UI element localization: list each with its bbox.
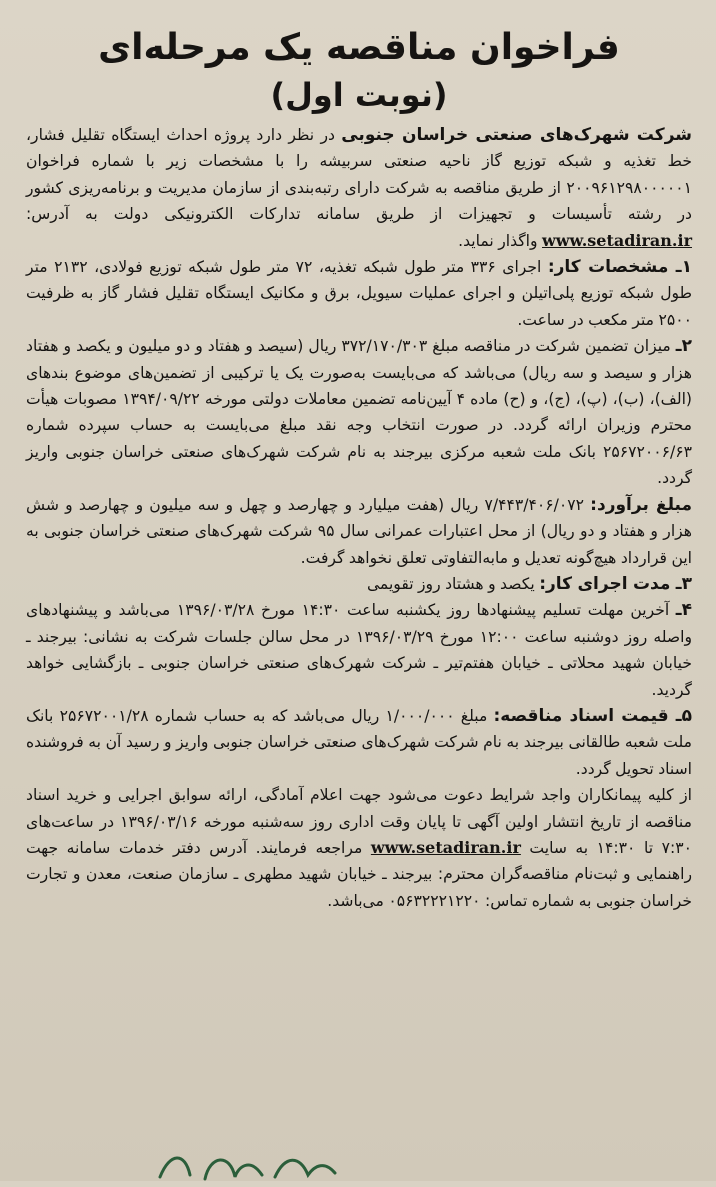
notice-title: فراخوان مناقصه یک مرحله‌ای [98,27,620,68]
item-3-text: یکصد و هشتاد روز تقویمی [366,574,540,593]
item-1-text: اجرای ۳۳۶ متر طول شبکه تغذیه، ۷۲ متر طول شبکه توزیع فولادی، ۲۱۳۲ متر طول شبکه توزیع پلی‌اتیلن و اجرای عملیات سیویل، برق و مکانیک ایستگاه تقلیل فشار گاز به ظرفیت ۲۵۰۰ متر مکعب در ساعت. [26,258,692,329]
item-4-label: ۴ـ [675,600,692,621]
setadiran-link-2[interactable]: www.setadiran.ir [370,837,521,857]
item-4-text: آخرین مهلت تسلیم پیشنهادها روز یکشنبه ساعت ۱۴:۳۰ مورخ ۱۳۹۶/۰۳/۲۸ می‌باشد و پیشنهادهای واصله روز دوشنبه ساعت ۱۲:۰۰ مورخ ۱۳۹۶/۰۳/۲۹ در محل سالن جلسات شرکت به نشانی: بیرجند ـ خیابان شهید محلاتی ـ خیابان هفتم‌تیر ـ شرکت شهرک‌های صنعتی خراسان جنوبی ـ بازگشایی خواهد گردید. [26,601,692,699]
closing-paragraph [26,782,692,914]
item-5-paragraph [26,703,692,782]
item-4-paragraph [26,597,692,703]
item-1-label: ۱ـ مشخصات کار: [547,257,692,278]
item-3-paragraph [26,571,692,597]
item-5-text: مبلغ ۱/۰۰۰/۰۰۰ ریال می‌باشد که به حساب شماره ۲۵۶۷۲۰۰۱/۲۸ بانک ملت شعبه طالقانی بیرجند به نام شرکت شهرک‌های صنعتی خراسان جنوبی واریز و رسید آن به فروشنده اسناد تحویل گردد. [26,706,692,778]
intro-text-1: در نظر دارد پروژه احداث ایستگاه تقلیل فشار، خط تغذیه و شبکه توزیع گاز ناحیه صنعتی سربیشه را با مشخصات زیر با شماره فراخوان ۲۰۰۹۶۱۲۹۸۰۰۰۰۰۱ از طریق مناقصه به شرکت دارای رتبه‌بندی از سازمان مدیریت و برنامه‌ریزی کشور در رشته تأسیسات و تجهیزات از طریق سامانه تدارکات الکترونیکی دولت به آدرس: [26,126,692,224]
intro-paragraph [26,122,692,254]
item-1-paragraph [26,254,692,333]
company-name: شرکت شهرک‌های صنعتی خراسان جنوبی [341,125,692,145]
item-2-label: ۲ـ [675,336,692,357]
notice-body [26,122,692,914]
intro-text-2: واگذار نماید. [458,231,542,250]
closing-text-1: از کلیه پیمانکاران واجد شرایط دعوت می‌شود جهت اعلام آمادگی، ارائه سوابق اجرایی و خرید اسناد مناقصه از تاریخ انتشار اولین آگهی تا پایان وقت اداری روز سه‌شنبه مورخه ۱۳۹۶/۰۳/۱۶ در ساعت‌های ۷:۳۰ تا ۱۴:۳۰ به سایت [26,786,692,857]
item-2-paragraph [26,333,692,491]
closing-text-2: مراجعه فرمایند. آدرس دفتر خدمات سامانه جهت راهنمایی و ثبت‌نام مناقصه‌گران محترم: بیرجند ـ خیابان شهید مطهری ـ سازمان صنعت، معدن و تجارت خراسان جنوبی به شماره تماس: ۰۵۶۳۲۲۲۱۲۲۰ می‌باشد. [26,838,692,910]
estimate-label: مبلغ برآورد: [590,494,693,515]
item-3-label: ۳ـ مدت اجرای کار: [539,573,692,594]
handwritten-mark-icon [150,1147,340,1187]
notice-subtitle: (نوبت اول) [270,76,448,114]
estimate-text: ۷/۴۴۳/۴۰۶/۰۷۲ ریال (هفت میلیارد و چهارصد و چهل و سه میلیون و چهارصد و شش هزار و هفتاد و دو ریال) از محل اعتبارات عمرانی سال ۹۵ شرکت شهرک‌های صنعتی خراسان جنوبی به این قرارداد هیچ‌گونه تعدیل و مابه‌التفاوتی تعلق نخواهد گرفت. [26,495,692,567]
setadiran-link[interactable]: www.setadiran.ir [542,230,692,250]
item-2-text: میزان تضمین شرکت در مناقصه مبلغ ۳۷۲/۱۷۰/۳۰۳ ریال (سیصد و هفتاد و دو میلیون و یکصد و هفتاد هزار و سیصد و سه ریال) می‌باشد که می‌بایست به‌صورت یک یا ترکیبی از تضمین‌های موضوع بندهای (الف)، (ب)، (پ)، (ج)، و (ح) ماده ۴ آیین‌نامه تضمین معاملات دولتی مورخه ۱۳۹۴/۰۹/۲۲ مصوبات هیأت محترم وزیران ارائه گردد. در صورت انتخاب وجه نقد مبلغ می‌بایست به حساب سپرده شماره ۲۵۶۷۲۰۰۶/۶۳ بانک ملت شعبه مرکزی بیرجند به نام شرکت شهرک‌های صنعتی خراسان جنوبی واریز گردد. [26,337,692,488]
item-5-label: ۵ـ قیمت اسناد مناقصه: [493,705,692,726]
estimate-paragraph [26,492,692,571]
